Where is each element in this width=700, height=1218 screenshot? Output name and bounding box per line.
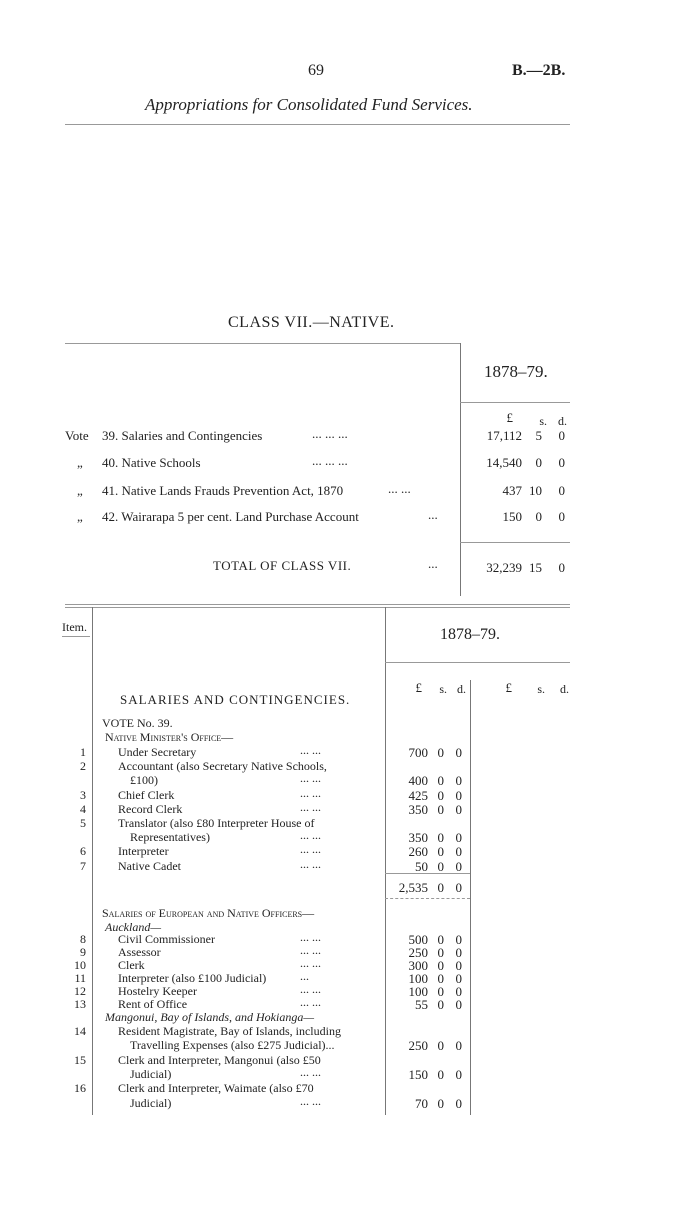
subtotal-rule-2 [385,898,470,899]
vote-d: 0 [558,509,565,524]
vote-label: VOTE No. 39. [102,716,173,730]
item-d: 0 [455,787,462,803]
item-label: Translator (also £80 Interpreter House of [118,816,315,830]
item-number: 7 [80,858,86,873]
item-dots: ... ... [300,995,321,1009]
item-label: Accountant (also Secretary Native Schools, [118,759,327,774]
total-dots: ... [428,556,438,571]
item-pounds: 150 [408,1066,428,1082]
summary-top-rule [65,343,460,344]
item-number: 15 [74,1052,86,1067]
item-d: 0 [455,932,462,947]
item-pounds: 300 [408,958,428,973]
item-s: 0 [437,801,444,817]
item-pounds: 260 [408,844,428,860]
items2-unit-d: d. [560,682,569,696]
total-label: TOTAL OF CLASS VII. [213,558,352,573]
item-label: Hostelry Keeper [118,984,197,998]
total-s: 15 [529,560,542,575]
page-number: 69 [308,62,324,79]
item-pounds: 250 [408,1038,428,1054]
items-year: 1878–79. [440,626,500,643]
item-number: 8 [80,932,86,946]
vote-prefix: Vote [65,428,89,443]
item-dots: ... ... [300,930,321,944]
item-label: Clerk and Interpreter, Mangonui (also £50 [118,1052,321,1067]
item-number: 3 [80,787,86,802]
header-rule [65,124,570,125]
items-top-rule [65,604,570,605]
item-dots: ... ... [300,785,321,800]
page-title: Appropriations for Consolidated Fund Services. [145,95,473,114]
summary-col-divider [460,343,461,596]
item-number: 4 [80,801,86,816]
item-label: Record Clerk [118,801,183,816]
item-label: Chief Clerk [118,787,175,802]
item-d: 0 [455,745,462,760]
item-label: £100) [130,773,158,788]
amount2-col-divider [470,680,471,1115]
item-s: 0 [437,745,444,760]
item-number: 13 [74,997,86,1011]
item-s: 0 [437,830,444,846]
item-pounds: 425 [408,787,428,803]
total-rule [460,542,570,543]
items2-unit-pounds: £ [505,680,512,695]
item-pounds: 100 [408,971,428,986]
vote-label: 42. Wairarapa 5 per cent. Land Purchase Account [102,509,359,524]
items-year-rule [385,662,570,663]
item-label: Interpreter (also £100 Judicial) [118,971,267,985]
vote-s: 0 [535,509,542,524]
item-label: Interpreter [118,844,169,859]
item-d: 0 [455,958,462,973]
vote-s: 10 [529,483,542,498]
items2-unit-s: s. [537,682,545,696]
item-header: Item. [62,620,87,634]
item-d: 0 [455,971,462,986]
item-pounds: 55 [415,997,428,1012]
total-d: 0 [558,560,565,575]
item-col-divider [92,607,93,1115]
vote-amount: 17,112 [486,428,522,443]
item-dots: ... ... [300,1064,321,1079]
item-dots: ... ... [300,771,321,786]
items-unit-d: d. [457,682,466,696]
item-d: 0 [455,945,462,960]
item-s: 0 [437,844,444,860]
subtotal-s: 0 [437,880,444,895]
item-dots: ... ... [300,799,321,814]
total-amount: 32,239 [486,560,522,575]
item-number: 11 [74,971,86,985]
unit-pounds: £ [506,410,513,425]
vote-d: 0 [558,428,565,443]
subtotal-pounds: 2,535 [398,880,428,895]
item-s: 0 [437,1066,444,1082]
item-number: 2 [80,759,86,774]
item-s: 0 [437,773,444,789]
amount-col-divider [385,607,386,1115]
item-number: 12 [74,984,86,998]
subtotal-rule [385,873,470,874]
item-number: 14 [74,1024,86,1038]
item-label: Clerk [118,958,145,972]
vote-s: 5 [535,428,542,443]
vote-dots: ... ... ... [312,453,348,468]
office2-heading: Salaries of European and Native Officers— [102,906,315,920]
item-number: 1 [80,745,86,759]
document-ref: B.—2B. [512,62,566,79]
item-pounds: 50 [415,858,428,874]
item-d: 0 [455,1038,462,1054]
item-s: 0 [437,997,444,1012]
summary-year-rule [460,402,570,403]
item-number: 16 [74,1081,86,1096]
item-dots: ... ... [300,842,321,857]
section-title: SALARIES AND CONTINGENCIES. [120,692,351,707]
item-pounds: 500 [408,932,428,947]
item-label: Judicial) [130,1095,172,1110]
item-dots: ... ... [300,743,321,757]
item-number: 5 [80,816,86,830]
item-header-rule [62,636,90,637]
unit-pence: d. [558,414,567,428]
item-s: 0 [437,932,444,947]
item-label: Representatives) [130,830,210,845]
item-label: Rent of Office [118,997,188,1011]
item-d: 0 [455,801,462,817]
item-d: 0 [455,1066,462,1082]
district-auckland: Auckland— [105,920,161,934]
vote-amount: 150 [502,509,522,524]
items-unit-s: s. [439,682,447,696]
vote-amount: 14,540 [486,455,522,470]
vote-d: 0 [558,483,565,498]
item-s: 0 [437,1038,444,1054]
item-s: 0 [437,858,444,874]
item-label: Travelling Expenses (also £275 Judicial)... [130,1038,335,1053]
item-s: 0 [437,1095,444,1111]
item-d: 0 [455,773,462,789]
item-label: Under Secretary [118,745,197,759]
vote-label: 41. Native Lands Frauds Prevention Act, 1870 [102,483,344,498]
item-number: 9 [80,945,86,959]
item-pounds: 700 [408,745,428,760]
items-top-rule-2 [65,607,570,608]
item-number: 10 [74,958,86,972]
item-d: 0 [455,984,462,999]
vote-prefix: „ [77,455,83,470]
item-s: 0 [437,971,444,986]
item-s: 0 [437,958,444,973]
item-pounds: 70 [415,1095,428,1111]
vote-dots: ... ... [388,481,411,496]
item-d: 0 [455,858,462,874]
item-label: Assessor [118,945,161,959]
item-s: 0 [437,945,444,960]
item-dots: ... ... [300,956,321,970]
item-s: 0 [437,984,444,999]
item-pounds: 250 [408,945,428,960]
item-pounds: 350 [408,830,428,846]
item-dots: ... ... [300,943,321,957]
unit-shillings: s. [539,414,547,428]
item-dots: ... ... [300,982,321,996]
item-dots: ... ... [300,828,321,843]
office-heading: Native Minister's Office— [105,730,234,744]
vote-label: 39. Salaries and Contingencies [102,428,263,443]
item-s: 0 [437,787,444,803]
district-mangonui: Mangonui, Bay of Islands, and Hokianga— [105,1010,314,1024]
vote-prefix: „ [77,509,83,524]
item-label: Native Cadet [118,858,181,873]
vote-dots: ... ... ... [312,426,348,441]
item-dots: ... ... [300,856,321,871]
items-unit-pounds: £ [415,680,422,695]
vote-amount: 437 [502,483,522,498]
item-label: Civil Commissioner [118,932,216,946]
item-label: Judicial) [130,1066,172,1081]
item-dots: ... ... [300,1093,321,1108]
class-heading: CLASS VII.—NATIVE. [228,314,395,331]
item-pounds: 350 [408,801,428,817]
item-d: 0 [455,844,462,860]
item-number: 6 [80,844,86,859]
vote-dots: ... [428,507,438,522]
vote-s: 0 [535,455,542,470]
item-d: 0 [455,830,462,846]
vote-d: 0 [558,455,565,470]
item-pounds: 400 [408,773,428,789]
summary-year: 1878–79. [484,362,548,381]
vote-prefix: „ [77,483,83,498]
item-d: 0 [455,997,462,1012]
item-dots: ... [300,969,309,983]
item-label: Resident Magistrate, Bay of Islands, including [118,1024,341,1038]
item-pounds: 100 [408,984,428,999]
item-label: Clerk and Interpreter, Waimate (also £70 [118,1081,314,1096]
item-d: 0 [455,1095,462,1111]
subtotal-d: 0 [455,880,462,895]
vote-label: 40. Native Schools [102,455,201,470]
